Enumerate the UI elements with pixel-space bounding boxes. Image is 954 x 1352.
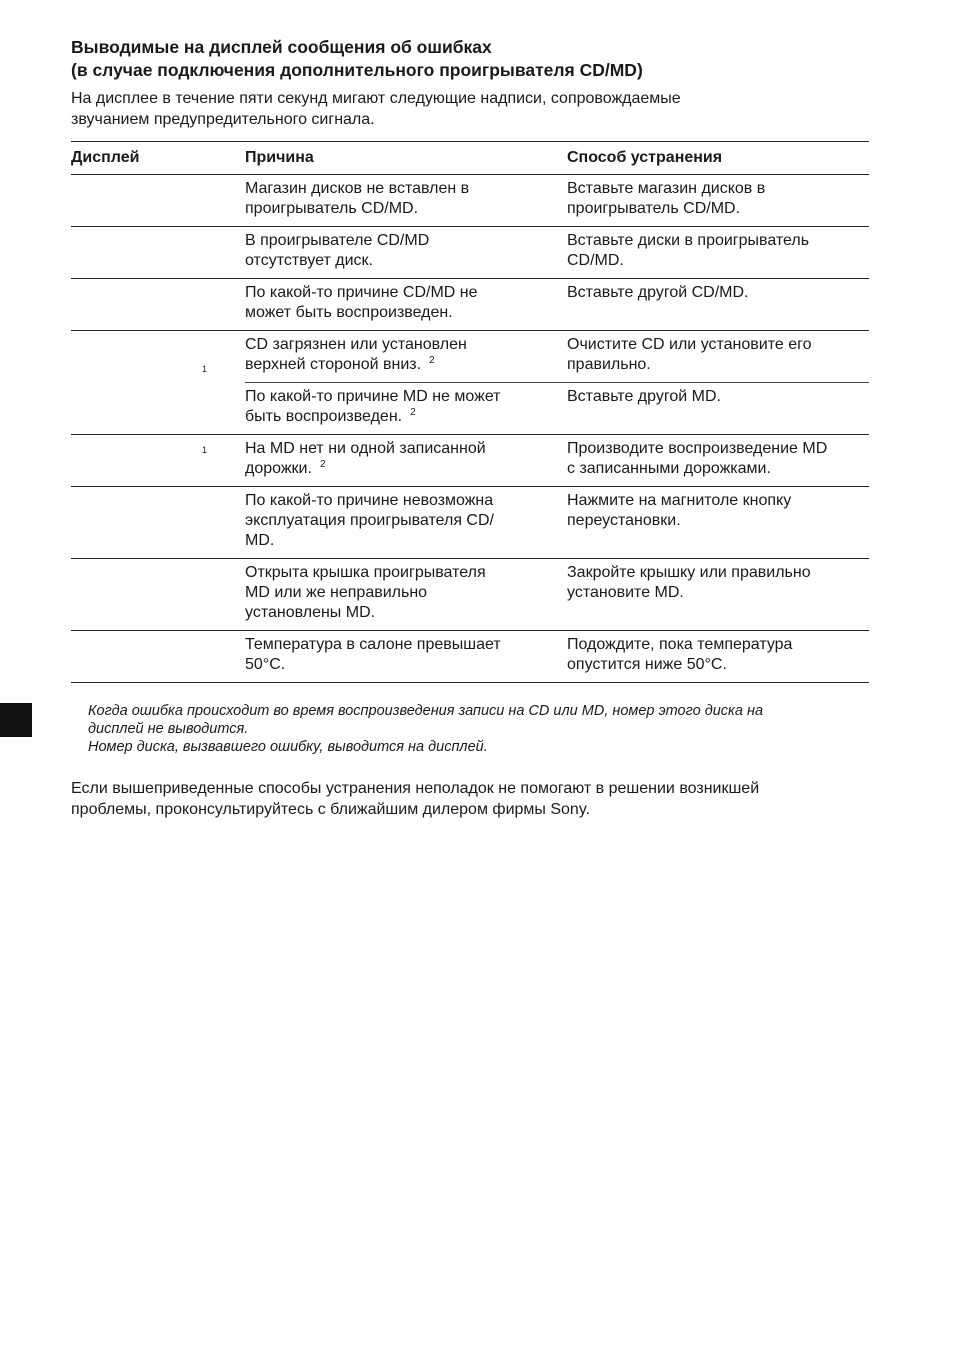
remedy-cell	[567, 435, 869, 487]
remedy-line: опустится ниже 50°C.	[567, 656, 727, 673]
cause-cell	[245, 435, 567, 487]
footnote-1	[88, 702, 869, 738]
cause-line: CD загрязнен или установлен	[245, 336, 467, 353]
header-remedy: Способ устранения	[567, 142, 869, 175]
cause-line: дорожки.	[245, 460, 312, 477]
display-footnote-mark: 1	[202, 445, 208, 455]
closing-line-1: Если вышеприведенные способы устранения неполадок не помогают в решении возникшей	[71, 780, 760, 797]
cause-line: 50°C.	[245, 656, 286, 673]
error-messages-table	[71, 141, 869, 683]
cause-cell	[245, 227, 567, 279]
remedy-line: с записанными дорожками.	[567, 460, 771, 477]
remedy-line: Нажмите на магнитоле кнопку	[567, 492, 792, 509]
closing-line-2: проблемы, проконсультируйтесь с ближайшим дилером фирмы Sony.	[71, 801, 591, 818]
remedy-cell	[567, 383, 869, 435]
cause-cell	[245, 487, 567, 559]
remedy-line: Производите воспроизведение MD	[567, 440, 828, 457]
remedy-line: Вставьте магазин дисков в	[567, 180, 766, 197]
remedy-line: CD/MD.	[567, 252, 624, 269]
footnote-2: Номер диска, вызвавшего ошибку, выводится на дисплей.	[88, 739, 488, 755]
intro-text	[71, 88, 869, 130]
title-line-1: Выводимые на дисплей сообщения об ошибках	[71, 37, 492, 57]
header-cause: Причина	[245, 142, 567, 175]
table-row	[71, 227, 869, 279]
table-row	[71, 279, 869, 331]
display-footnote-mark: 1	[202, 364, 208, 374]
remedy-line: Подождите, пока температура	[567, 636, 793, 653]
cause-line: эксплуатация проигрывателя CD/	[245, 512, 494, 529]
remedy-line: установите MD.	[567, 584, 684, 601]
table-row	[71, 383, 869, 435]
cause-cell	[245, 175, 567, 227]
intro-line-2: звучанием предупредительного сигнала.	[71, 111, 375, 128]
table-row	[71, 559, 869, 631]
display-cell	[71, 559, 245, 631]
cause-line: проигрыватель CD/MD.	[245, 200, 419, 217]
cause-line: По какой-то причине MD не может	[245, 388, 501, 405]
cause-cell	[245, 383, 567, 435]
display-cell	[71, 279, 245, 331]
cause-line: Температура в салоне превышает	[245, 636, 501, 653]
display-cell	[71, 383, 245, 435]
cause-line: По какой-то причине CD/MD не	[245, 284, 478, 301]
cause-cell	[245, 559, 567, 631]
display-cell	[71, 331, 245, 383]
page-content	[71, 36, 869, 820]
display-cell	[71, 175, 245, 227]
cause-footnote-mark: 2	[319, 458, 326, 470]
cause-line: В проигрывателе CD/MD	[245, 232, 430, 249]
display-cell	[71, 227, 245, 279]
table-row	[71, 175, 869, 227]
cause-line: На MD нет ни одной записанной	[245, 440, 486, 457]
cause-footnote-mark: 2	[429, 354, 435, 366]
table-row	[71, 331, 869, 383]
table-row	[71, 487, 869, 559]
footnote-1-line-2: дисплей не выводится.	[88, 721, 249, 737]
table-row	[71, 435, 869, 487]
remedy-line: Вставьте другой CD/MD.	[567, 284, 749, 301]
remedy-cell	[567, 559, 869, 631]
title-line-2: (в случае подключения дополнительного проигрывателя CD/MD)	[71, 60, 643, 80]
cause-line: Открыта крышка проигрывателя	[245, 564, 486, 581]
remedy-line: Закройте крышку или правильно	[567, 564, 811, 581]
remedy-cell	[567, 227, 869, 279]
table-body	[71, 175, 869, 683]
closing-paragraph	[71, 778, 869, 820]
cause-cell	[245, 279, 567, 331]
intro-line-1: На дисплее в течение пяти секунд мигают следующие надписи, сопровождаемые	[71, 90, 681, 107]
remedy-line: Вставьте другой MD.	[567, 388, 721, 405]
page-title	[71, 36, 869, 82]
footnote-1-line-1: Когда ошибка происходит во время воспроизведения записи на CD или MD, номер этого диска на	[88, 703, 764, 719]
remedy-cell	[567, 279, 869, 331]
remedy-cell	[567, 175, 869, 227]
cause-line: быть воспроизведен.	[245, 408, 403, 425]
display-cell	[71, 631, 245, 683]
remedy-cell	[567, 631, 869, 683]
table-row	[71, 631, 869, 683]
cause-line: верхней стороной вниз.	[245, 356, 422, 373]
remedy-line: правильно.	[567, 356, 651, 373]
section-tab-marker	[0, 703, 32, 737]
remedy-cell	[567, 487, 869, 559]
remedy-cell	[567, 331, 869, 383]
cause-line: MD.	[245, 532, 275, 549]
remedy-line: Очистите CD или установите его	[567, 336, 812, 353]
display-cell	[71, 435, 245, 487]
cause-line: Магазин дисков не вставлен в	[245, 180, 470, 197]
remedy-line: проигрыватель CD/MD.	[567, 200, 741, 217]
cause-line: отсутствует диск.	[245, 252, 373, 269]
display-cell	[71, 487, 245, 559]
remedy-line: Вставьте диски в проигрыватель	[567, 232, 810, 249]
cause-cell	[245, 631, 567, 683]
cause-cell	[245, 331, 567, 383]
header-display: Дисплей	[71, 142, 245, 175]
cause-line: может быть воспроизведен.	[245, 304, 453, 321]
footnotes	[71, 702, 869, 756]
remedy-line: переустановки.	[567, 512, 681, 529]
cause-line: установлены MD.	[245, 604, 376, 621]
cause-line: По какой-то причине невозможна	[245, 492, 494, 509]
cause-footnote-mark: 2	[410, 406, 416, 418]
cause-line: MD или же неправильно	[245, 584, 428, 601]
table-header-row	[71, 142, 869, 175]
